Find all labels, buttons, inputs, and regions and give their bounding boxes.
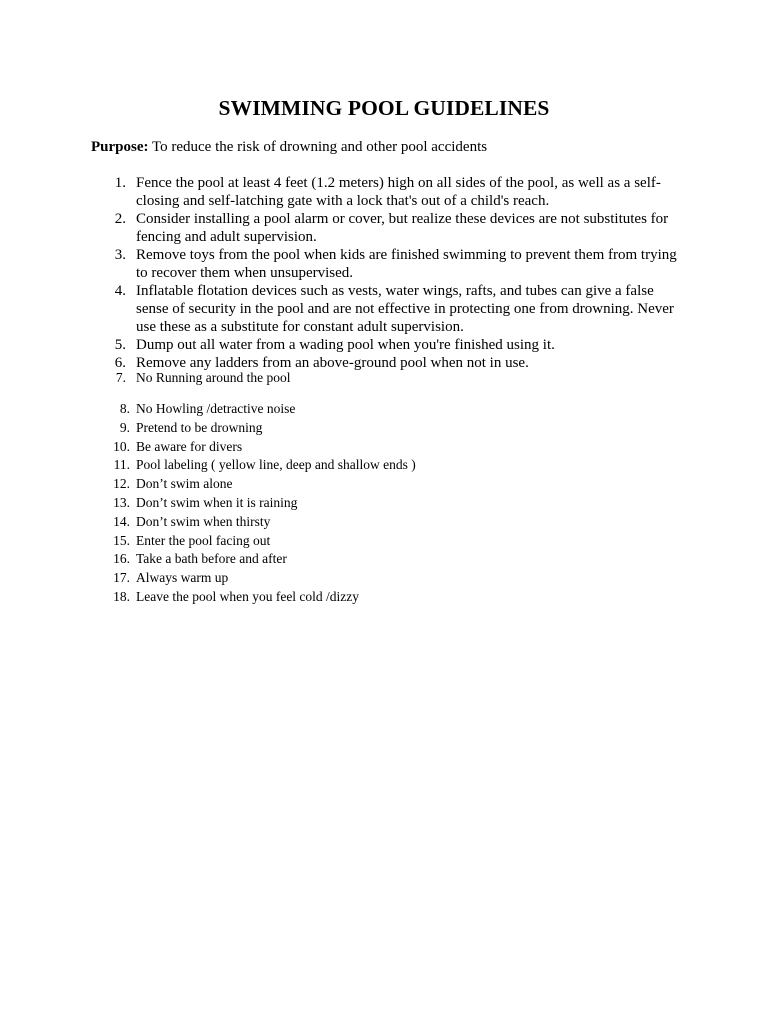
list-item	[0, 550, 680, 569]
list-item-text: Leave the pool when you feel cold /dizzy	[136, 588, 360, 604]
list-item	[0, 369, 680, 387]
list-item-number: 7.	[115, 370, 126, 385]
list-item	[0, 419, 680, 438]
list-item-number: 15.	[113, 532, 130, 548]
list-item-text: Always warm up	[136, 570, 229, 586]
list-item-text: Don’t swim when thirsty	[136, 513, 271, 529]
guidelines-list-extra	[0, 400, 680, 607]
purpose-text: To reduce the risk of drowning and other pool accidents	[148, 139, 488, 155]
list-item-number: 17.	[113, 570, 130, 586]
list-item-text: Inflatable flotation devices such as vests, water wings, rafts, and tubes can give a false sense of security in the pool and are not effective in protecting one from drowning. Never use these as a substitute for constant adult supervision.	[136, 283, 674, 335]
list-item-text: Don’t swim alone	[136, 476, 233, 492]
list-item-number: 13.	[113, 494, 130, 510]
list-item-number: 12.	[113, 476, 130, 492]
list-item	[0, 569, 680, 588]
list-item-number: 2.	[114, 211, 126, 227]
list-item-text: Enter the pool facing out	[136, 532, 271, 548]
list-item-number: 16.	[113, 551, 130, 567]
list-item-text: Fence the pool at least 4 feet (1.2 meters) high on all sides of the pool, as well as a self-closing and self-latching gate with a lock that's out of a child's reach.	[136, 175, 661, 209]
list-item-text: No Howling /detractive noise	[136, 401, 296, 416]
list-item-number: 4.	[114, 283, 126, 299]
list-item-text: Remove any ladders from an above-ground pool when not in use.	[136, 355, 529, 371]
guidelines-list-main	[0, 174, 680, 372]
purpose-label: Purpose:	[91, 139, 149, 155]
list-item	[0, 246, 680, 282]
list-item-number: 8.	[119, 401, 130, 416]
list-item-text: Pool labeling ( yellow line, deep and shallow ends )	[136, 457, 416, 473]
list-item	[0, 456, 680, 475]
list-item-text: Pretend to be drowning	[136, 419, 263, 435]
list-item-text: Dump out all water from a wading pool when you're finished using it.	[136, 337, 555, 353]
list-item	[0, 174, 680, 210]
list-item	[0, 532, 680, 551]
list-item-number: 5.	[114, 337, 126, 353]
list-item-number: 6.	[114, 355, 126, 371]
list-item-number: 10.	[113, 438, 130, 454]
list-item	[0, 282, 680, 336]
guidelines-list-item-7	[0, 369, 680, 387]
list-item-text: No Running around the pool	[136, 370, 291, 385]
list-item-text: Consider installing a pool alarm or cover, but realize these devices are not substitutes for fencing and adult supervision.	[136, 211, 669, 245]
list-item-text: Take a bath before and after	[136, 551, 287, 567]
list-item-number: 1.	[114, 175, 126, 191]
list-item-text: Be aware for divers	[136, 438, 243, 454]
list-item	[0, 210, 680, 246]
list-item	[0, 400, 680, 419]
list-item	[0, 438, 680, 457]
list-item-text: Remove toys from the pool when kids are finished swimming to prevent them from trying to recover them when unsupervised.	[136, 247, 677, 281]
list-item	[0, 475, 680, 494]
list-item-number: 9.	[119, 419, 130, 435]
list-item-number: 3.	[114, 247, 126, 263]
list-item-text: Don’t swim when it is raining	[136, 494, 298, 510]
list-item	[0, 494, 680, 513]
list-item-number: 11.	[113, 457, 130, 473]
list-item	[0, 336, 680, 354]
list-item-number: 18.	[113, 588, 130, 604]
list-item	[0, 588, 680, 607]
list-item-number: 14.	[113, 513, 130, 529]
document-title: SWIMMING POOL GUIDELINES	[218, 96, 550, 120]
list-item	[0, 513, 680, 532]
purpose-statement	[91, 137, 487, 157]
